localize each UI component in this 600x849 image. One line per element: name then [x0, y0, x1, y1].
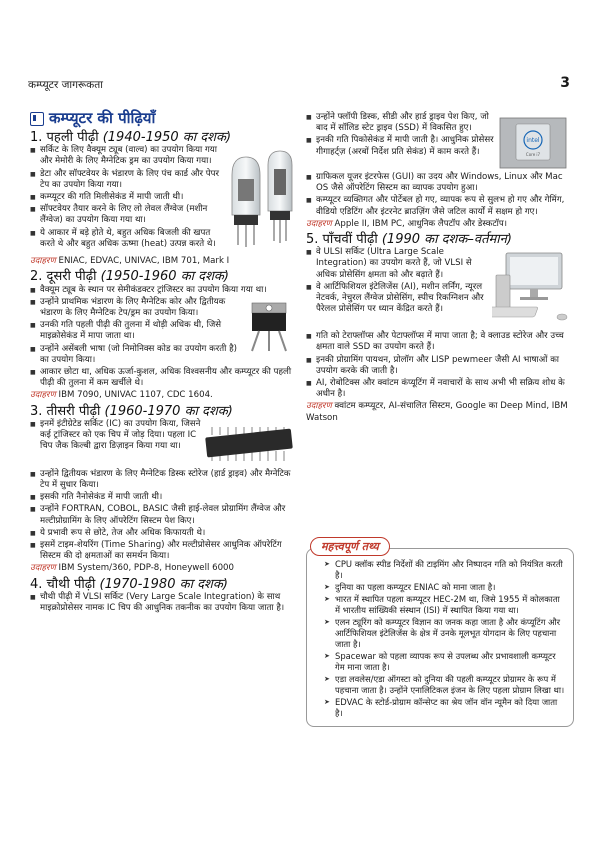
list-item: ■ कम्प्यूटर व्यक्तिगत और पोर्टेबल हो गए, व्यापक रूप से सुलभ हो गए और गेमिंग, वीडियो एडिटिंग और इंटरनेट ब्राउज़िंग जैसे जटिल कार्यों में सक्षम हो गए। — [316, 195, 572, 217]
gen4-list — [30, 592, 298, 614]
list-item: ➤ Spacewar को पहला व्यापक रूप से उपलब्ध और प्रभावशाली कम्प्यूटर गेम माना जाता है। — [335, 651, 565, 673]
list-item: ■ ये प्रभावी रूप से छोटे, तेज और अधिक किफायती थे। — [40, 528, 298, 539]
vacuum-tube-icon — [226, 145, 298, 255]
list-item: ■ इनकी गति पिकोसेकंड में मापी जाती है। आधुनिक प्रोसेसर गीगाहर्ट्ज़ (अरबों निर्देश प्रति सेकंड) में काम करते हैं। — [316, 135, 494, 157]
gen3-list-cont — [30, 469, 298, 563]
processor-model: Core i7 — [525, 152, 541, 157]
gen4-section — [30, 576, 298, 615]
list-item: ■ ये आकार में बड़े होते थे, बहुत अधिक बिजली की खपत करते थे और बहुत अधिक ऊष्मा (heat) उत्पन्न करते थे। — [40, 228, 226, 250]
gen3-section — [30, 403, 298, 575]
gen1-list — [30, 145, 226, 255]
list-item: ■ ग्राफिकल यूजर इंटरफेस (GUI) का उदय और Windows, Linux और Mac OS जैसे ऑपरेटिंग सिस्टम का व्यापक उपयोग हुआ। — [316, 172, 572, 194]
list-item: ■ वे आर्टिफिशियल इंटेलिजेंस (AI), मशीन लर्निंग, न्यूरल नेटवर्क, नेचुरल लैंग्वेज प्रोसेसिंग, स्पीच रिकग्निशन और पैरेलल प्रोसेसिंग पर ध्यान केंद्रित करते हैं। — [316, 282, 492, 316]
gen5-example: उदाहरण क्वांटम कम्प्यूटर, AI-संचालित सिस्टम, Google का Deep Mind, IBM Watson — [306, 401, 568, 423]
list-item: ■ AI, रोबोटिक्स और क्वांटम कंप्यूटिंग में नवाचारों के साथ अभी भी सक्रिय शोध के अधीन है। — [316, 378, 572, 400]
facts-list — [325, 559, 565, 719]
list-item: ■ आकार छोटा था, अधिक ऊर्जा-कुशल, अधिक विश्वसनीय और कम्प्यूटर की पहली पीढ़ी की तुलना में कम खर्चीले थे। — [40, 367, 298, 389]
list-item: ➤ CPU क्लॉक स्पीड निर्देशों की टाइमिंग और निष्पादन गति को नियंत्रित करती है। — [335, 559, 565, 581]
list-item: ■ इनकी प्रोग्रामिंग पायथन, प्रोलॉग और LISP pewmeer जैसी AI भाषाओं का उपयोग करके की जाती है। — [316, 355, 572, 377]
gen4-list-right — [306, 112, 494, 172]
list-item: ■ सॉफ्टवेयर तैयार करने के लिए लो लेवल लैंग्वेज (मशीन लैंग्वेज) का उपयोग किया गया था। — [40, 204, 226, 226]
ic-chip-icon — [202, 419, 298, 469]
gen2-section — [30, 271, 298, 401]
important-facts-heading: महत्त्वपूर्ण तथ्य — [310, 537, 390, 556]
right-column — [306, 112, 572, 426]
list-item: ■ चौथी पीढ़ी में VLSI सर्किट (Very Large Scale Integration) के साथ माइक्रोप्रोसेसर नामक IC चिप की आधुनिक तकनीक का उपयोग किया जाता है। — [40, 592, 298, 614]
list-item: ■ वे ULSI सर्किट (Ultra Large Scale Integration) का उपयोग करते हैं, जो VLSI से अधिक प्रोसेसिंग क्षमता को और बढ़ाते हैं। — [316, 247, 492, 281]
list-item: ■ सर्किट के लिए वैक्यूम ट्यूब (वाल्व) का उपयोग किया गया और मेमोरी के लिए मैग्नेटिक ड्रम का उपयोग किया गया। — [40, 145, 226, 167]
gen3-list — [30, 419, 202, 469]
list-item: ■ गति को टेराफ्लॉप्स और पेटाफ्लॉप्स में मापा जाता है; वे क्लाउड स्टोरेज और उच्च क्षमता वाले SSD का उपयोग करते हैं। — [316, 331, 572, 353]
list-item: ■ उन्होंने द्वितीयक भंडारण के लिए मैग्नेटिक डिस्क स्टोरेज (हार्ड ड्राइव) और मैग्नेटिक टेप में सुधार किया। — [40, 469, 298, 491]
gen3-example: उदाहरण IBM System/360, PDP-8, Honeywell 6000 — [30, 563, 234, 574]
important-facts-box — [306, 535, 574, 727]
list-item: ■ उनकी गति पहली पीढ़ी की तुलना में थोड़ी अधिक थी, जिसे माइक्रोसेकंड में मापा जाता था। — [40, 320, 242, 342]
list-item: ■ इनमें इंटीग्रेटेड सर्किट (IC) का उपयोग किया, जिसने कई ट्रांजिस्टर को एक चिप में जोड़ दिया। पहला IC चिप जैक किल्बी द्वारा डिज़ाइन किया गया था। — [40, 419, 202, 453]
gen5-heading: 5. पाँचवीं पीढ़ी (1990 का दशक–वर्तमान) — [306, 232, 512, 248]
gen2-list — [30, 285, 298, 296]
list-item: ➤ दुनिया का पहला कम्प्यूटर ENIAC को माना जाता है। — [335, 582, 565, 593]
gen2-heading: 2. दूसरी पीढ़ी (1950-1960 का दशक) — [30, 269, 229, 285]
section-marker-icon — [30, 112, 44, 126]
list-item: ■ वैक्यूम ट्यूब के स्थान पर सेमीकंडक्टर ट्रांजिस्टर का उपयोग किया गया था। — [40, 285, 298, 296]
list-item: ■ डेटा और सॉफ्टवेयर के भंडारण के लिए पंच कार्ड और पेपर टेप का उपयोग किया गया। — [40, 169, 226, 191]
running-title: कम्प्यूटर जागरूकता — [28, 79, 103, 91]
gen2-list-cont — [30, 297, 242, 367]
list-item: ■ उन्होंने असेंबली भाषा (जो निमोनिक्स कोड का उपयोग करती है) का उपयोग किया। — [40, 344, 242, 366]
processor-brand: intel — [526, 137, 540, 144]
transistor-icon — [242, 297, 298, 353]
list-item: ■ इसमें टाइम-शेयरिंग (Time Sharing) और मल्टीप्रोसेसर आधुनिक ऑपरेटिंग सिस्टम की दो क्षमताओं का समर्थन किया। — [40, 540, 298, 562]
list-item: ➤ भारत में स्थापित पहला कम्प्यूटर HEC-2M था, जिसे 1955 में कोलकाता में भारतीय सांख्यिकी संस्थान (ISI) में स्थापित किया गया था। — [335, 594, 565, 616]
list-item: ➤ एलन ट्यूरिंग को कम्प्यूटर विज्ञान का जनक कहा जाता है और कंप्यूटिंग और आर्टिफिशियल इंटेलिजेंस के क्षेत्र में उनके मूलभूत योगदान के लिए पहचाना जाता है। — [335, 617, 565, 650]
list-item: ■ उन्होंने FORTRAN, COBOL, BASIC जैसी हाई-लेवल प्रोग्रामिंग लैंग्वेज और मल्टीप्रोग्रामिंग के लिए ऑपरेटिंग सिस्टम पेश किए। — [40, 504, 298, 526]
page-number: 3 — [560, 75, 570, 91]
list-item: ■ इसकी गति नैनोसेकंड में मापी जाती थी। — [40, 492, 298, 503]
gen1-example: उदाहरण ENIAC, EDVAC, UNIVAC, IBM 701, Mark I — [30, 256, 230, 267]
gen5-list-cont — [306, 331, 572, 400]
main-title: कम्प्यूटर की पीढ़ियाँ — [30, 112, 298, 126]
list-item: ■ उन्होंने प्राथमिक भंडारण के लिए मैग्नेटिक कोर और द्वितीयक भंडारण के लिए मैग्नेटिक टेप/ड्रम का उपयोग किया। — [40, 297, 242, 319]
gen2-list-end — [30, 367, 298, 389]
list-item: ■ कम्प्यूटर की गति मिलीसेकंड में मापी जाती थी। — [40, 192, 226, 203]
intel-core-i7-chip-icon — [494, 112, 572, 172]
gen4-example: उदाहरण Apple II, IBM PC, आधुनिक लैपटॉप और डेस्कटॉप। — [306, 218, 508, 229]
page-header — [28, 75, 572, 94]
desktop-computer-icon — [492, 247, 572, 331]
left-column — [30, 109, 298, 615]
list-item: ➤ एडा लवलेस/एडा ऑगस्टा को दुनिया की पहली कम्प्यूटर प्रोग्रामर के रूप में पहचाना जाता है। उन्होंने एनालिटिकल इंजन के लिए पहला प्रोग्राम लिखा था। — [335, 674, 565, 696]
gen4-heading: 4. चौथी पीढ़ी (1970-1980 का दशक) — [30, 576, 228, 592]
gen5-section — [306, 234, 572, 424]
list-item: ➤ EDVAC के स्टोर्ड-प्रोग्राम कॉन्सेप्ट का श्रेय जॉन वॉन न्यूमैन को दिया जाता है। — [335, 697, 565, 719]
gen1-heading: 1. पहली पीढ़ी (1940-1950 का दशक) — [30, 130, 232, 145]
gen4-list-right-cont — [306, 172, 572, 218]
list-item: ■ उन्होंने फ्लॉपी डिस्क, सीडी और हार्ड ड्राइव पेश किए, जो बाद में सॉलिड स्टेट ड्राइव (SSD) में विकसित हुए। — [316, 112, 494, 134]
gen3-heading: 3. तीसरी पीढ़ी (1960-1970 का दशक) — [30, 403, 233, 419]
gen5-list — [306, 247, 492, 331]
gen1-section — [30, 132, 298, 267]
gen2-example: उदाहरण IBM 7090, UNIVAC 1107, CDC 1604. — [30, 390, 213, 401]
